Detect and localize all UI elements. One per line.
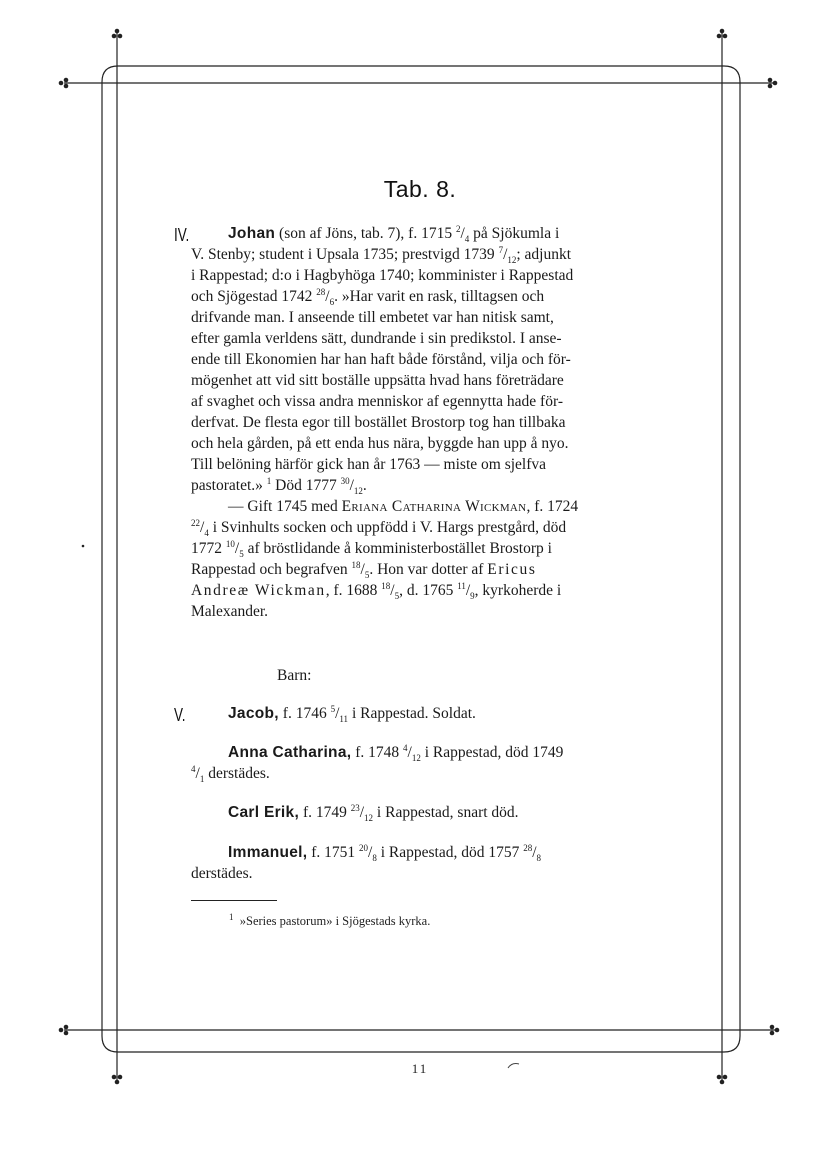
text-line: i Rappestad; d:o i Hagbyhöga 1740; komminister i Rappestad xyxy=(191,267,574,284)
text-line: $^4/_1$ derstädes. xyxy=(191,763,270,785)
text-line: Johan (son af Jöns, tab. 7), f. 1715 $^2/_4$ på Sjökumla i xyxy=(228,223,560,245)
text-line: efter gamla verldens sätt, dundrande i sin predikstol. I anse- xyxy=(191,330,562,347)
date-fraction: $^7/_{12}$ xyxy=(498,244,517,266)
text-line: ende till Ekonomien har han haft både förstånd, vilja och för- xyxy=(191,351,571,368)
date-fraction: $^{20}/_8$ xyxy=(359,842,377,864)
page-title: Tab. 8. xyxy=(383,176,457,202)
footnote xyxy=(229,911,431,929)
date-fraction: $^{28}/_8$ xyxy=(523,842,542,864)
person-name: Anna Catharina, xyxy=(228,744,352,761)
person-name: Immanuel, xyxy=(228,844,308,861)
text-line: drifvande man. I anseende till embetet var han nitisk samt, xyxy=(191,309,554,326)
text-line: mögenhet att vid sitt boställe uppsätta hvad hans företrädare xyxy=(191,372,564,389)
text-line: och Sjögestad 1742 $^{28}/_6$. »Har varit en rask, tilltagsen och xyxy=(191,286,545,308)
child-immanuel xyxy=(191,842,651,884)
text-line: Andreæ Wickman, f. 1688 $^{18}/_5$, d. 1765 $^{11}/_9$, kyrkoherde i xyxy=(191,580,562,602)
text-line: V. Stenby; student i Upsala 1735; prestvigd 1739 $^7/_{12}$; adjunkt xyxy=(191,244,572,266)
date-fraction: $^{28}/_6$ xyxy=(316,286,335,308)
children-heading: Barn: xyxy=(277,667,312,684)
text-line: derfvat. De flesta egor till bostället Brostorp tog han tillbaka xyxy=(191,414,566,431)
text-line: och hela gården, på ett enda hus nära, byggde han upp å nyo. xyxy=(191,435,569,452)
generation-label-v: V. xyxy=(174,705,186,725)
generation-label-iv: IV. xyxy=(174,225,190,245)
date-fraction: $^2/_4$ xyxy=(455,223,470,245)
date-fraction: $^{18}/_5$ xyxy=(381,580,400,602)
text-line: af svaghet och vissa andra menniskor af egennytta hade för- xyxy=(191,393,563,410)
text-line: Immanuel, f. 1751 $^{20}/_8$ i Rappestad, död 1757 $^{28}/_8$ xyxy=(228,842,542,864)
date-fraction: $^{22}/_4$ xyxy=(191,517,209,539)
date-fraction: $^{11}/_9$ xyxy=(457,580,475,602)
person-name: Jacob, xyxy=(228,705,279,722)
date-fraction: $^{30}/_{12}$ xyxy=(340,475,363,497)
date-fraction: $^{10}/_5$ xyxy=(225,538,244,560)
footnote-divider xyxy=(191,900,277,901)
father-name: Andreæ Wickman xyxy=(191,582,326,599)
page-number: 11 xyxy=(411,1061,429,1076)
child-carl-erik xyxy=(191,802,651,823)
text-line: Jacob, f. 1746 $^5/_{11}$ i Rappestad. Soldat. xyxy=(228,703,476,725)
date-fraction: $^5/_{11}$ xyxy=(330,703,349,725)
text-line: $^{22}/_4$ i Svinhults socken och uppfödd i V. Hargs prestgård, död xyxy=(191,517,567,539)
text-line: Till belöning härför gick han år 1763 — miste om sjelfva xyxy=(191,456,547,473)
footnote-ref: 1 xyxy=(266,475,272,486)
entry-johan xyxy=(191,223,651,622)
child-jacob xyxy=(191,703,651,724)
date-fraction: $^{23}/_{12}$ xyxy=(350,802,374,824)
text-line: Rappestad och begrafven $^{18}/_5$. Hon var dotter af Ericus xyxy=(191,559,537,581)
date-fraction: $^4/_1$ xyxy=(191,763,205,785)
text-line: 1772 $^{10}/_5$ af bröstlidande å komministerbostället Brostorp i xyxy=(191,538,552,560)
father-name: Ericus xyxy=(487,561,537,578)
date-fraction: $^4/_{12}$ xyxy=(403,742,421,764)
text-line: Malexander. xyxy=(191,603,269,620)
text-line: Carl Erik, f. 1749 $^{23}/_{12}$ i Rappestad, snart död. xyxy=(228,802,519,824)
speck-mark xyxy=(82,545,85,548)
text-line: pastoratet.» $^1$ Död 1777 $^{30}/_{12}$. xyxy=(191,475,367,497)
text-line: Anna Catharina, f. 1748 $^4/_{12}$ i Rappestad, död 1749 xyxy=(228,742,564,764)
footnote-text: »Series pastorum» i Sjögestads kyrka. xyxy=(239,914,431,928)
footnote-marker: 1 xyxy=(229,911,234,922)
person-name: Carl Erik, xyxy=(228,804,300,821)
text-line: — Gift 1745 med Eriana Catharina Wickman, f. 1724 xyxy=(228,498,579,515)
spouse-name: Eriana Catharina Wickman xyxy=(341,498,527,515)
date-fraction: $^{18}/_5$ xyxy=(351,559,370,581)
child-anna-catharina xyxy=(191,742,651,784)
text-line: derstädes. xyxy=(191,865,253,882)
person-name-johan: Johan xyxy=(228,225,276,242)
